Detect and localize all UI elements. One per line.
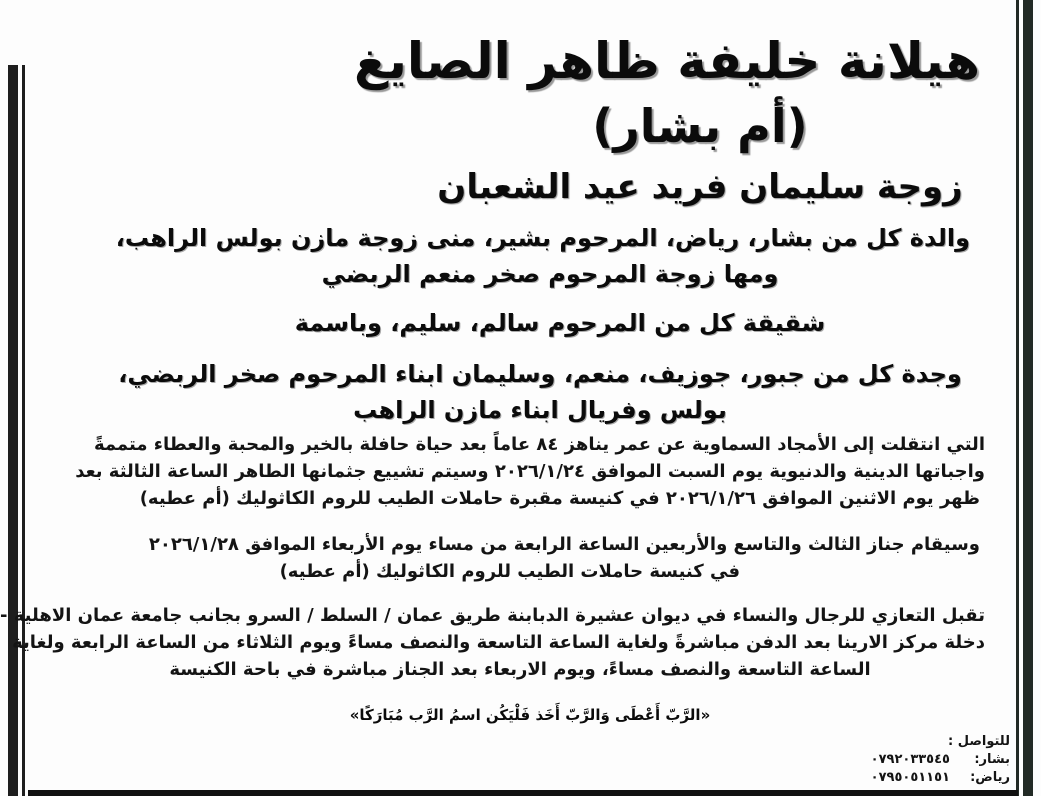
contact-phone-bashar[interactable]: ٠٧٩٢٠٣٣٥٤٥ [870,752,950,767]
condolences-line-2: دخلة مركز الارينا بعد الدفن مباشرةً ولغاية الساعة التاسعة والنصف مساءً ويوم الثلاثاء من الساعة الرابعة ولغاية [12,632,985,653]
deceased-name-title: هيلانة خليفة ظاهر الصايغ [353,32,980,90]
memorial-line-2: في كنيسة حاملات الطيب للروم الكاثوليك (أم عطيه) [279,561,740,582]
contact-phone-riyad[interactable]: ٠٧٩٥٠٥١١٥١ [870,770,950,785]
contact-heading: للتواصل : [948,734,1010,749]
right-border-thin [1016,0,1019,796]
passing-line-2: واجباتها الدينية والدنيوية يوم السبت الموافق ٢٠٢٦/١/٢٤ وسيتم تشييع جثمانها الطاهر الساعة الثالثة بعد [75,461,985,482]
condolences-line-3: الساعة التاسعة والنصف مساءً، ويوم الاربعاء بعد الجناز مباشرة في باحة الكنيسة [169,659,871,680]
condolences-line-1: تقبل التعازي للرجال والنساء في ديوان عشيرة الدبابنة طريق عمان / السلط / السرو بجانب جامعة عمان الاهلية - [0,605,985,626]
sister-of-line: شقيقة كل من المرحوم سالم، سليم، وباسمة [294,309,826,337]
scripture-quote: «الرَّبّ أَعْطَى وَالرَّبّ أَخَذ فَلْيَكُن اسمُ الرَّب مُبَارَكًا» [349,706,711,724]
left-border-thick [8,65,18,796]
memorial-line-1: وسيقام جناز الثالث والتاسع والأربعين الساعة الرابعة من مساء يوم الأربعاء الموافق ٢٠٢٦/١/٢٨ [148,534,980,555]
mother-of-line-1: والدة كل من بشار، رياض، المرحوم بشير، منى زوجة مازن بولس الراهب، [115,224,970,252]
bottom-border [28,790,1018,796]
contact-name-bashar: بشار: [974,752,1010,767]
passing-line-1: التي انتقلت إلى الأمجاد السماوية عن عمر يناهز ٨٤ عاماً بعد حياة حافلة بالخير والمحبة والعطاء متممةً [93,434,985,455]
grandmother-of-line-2: بولس وفريال ابناء مازن الراهب [353,396,727,424]
left-border-thin [22,65,25,796]
deceased-nickname: (أم بشار) [592,99,808,153]
contact-name-riyad: رياض: [970,770,1010,785]
right-border-thick [1023,0,1033,796]
wife-of-line: زوجة سليمان فريد عيد الشعبان [437,167,963,207]
mother-of-line-2: ومها زوجة المرحوم صخر منعم الربضي [321,260,779,288]
grandmother-of-line-1: وجدة كل من جبور، جوزيف، منعم، وسليمان ابناء المرحوم صخر الربضي، [118,360,962,388]
passing-line-3: ظهر يوم الاثنين الموافق ٢٠٢٦/١/٢٦ في كنيسة مقبرة حاملات الطيب للروم الكاثوليك (أم عطيه) [139,488,980,509]
